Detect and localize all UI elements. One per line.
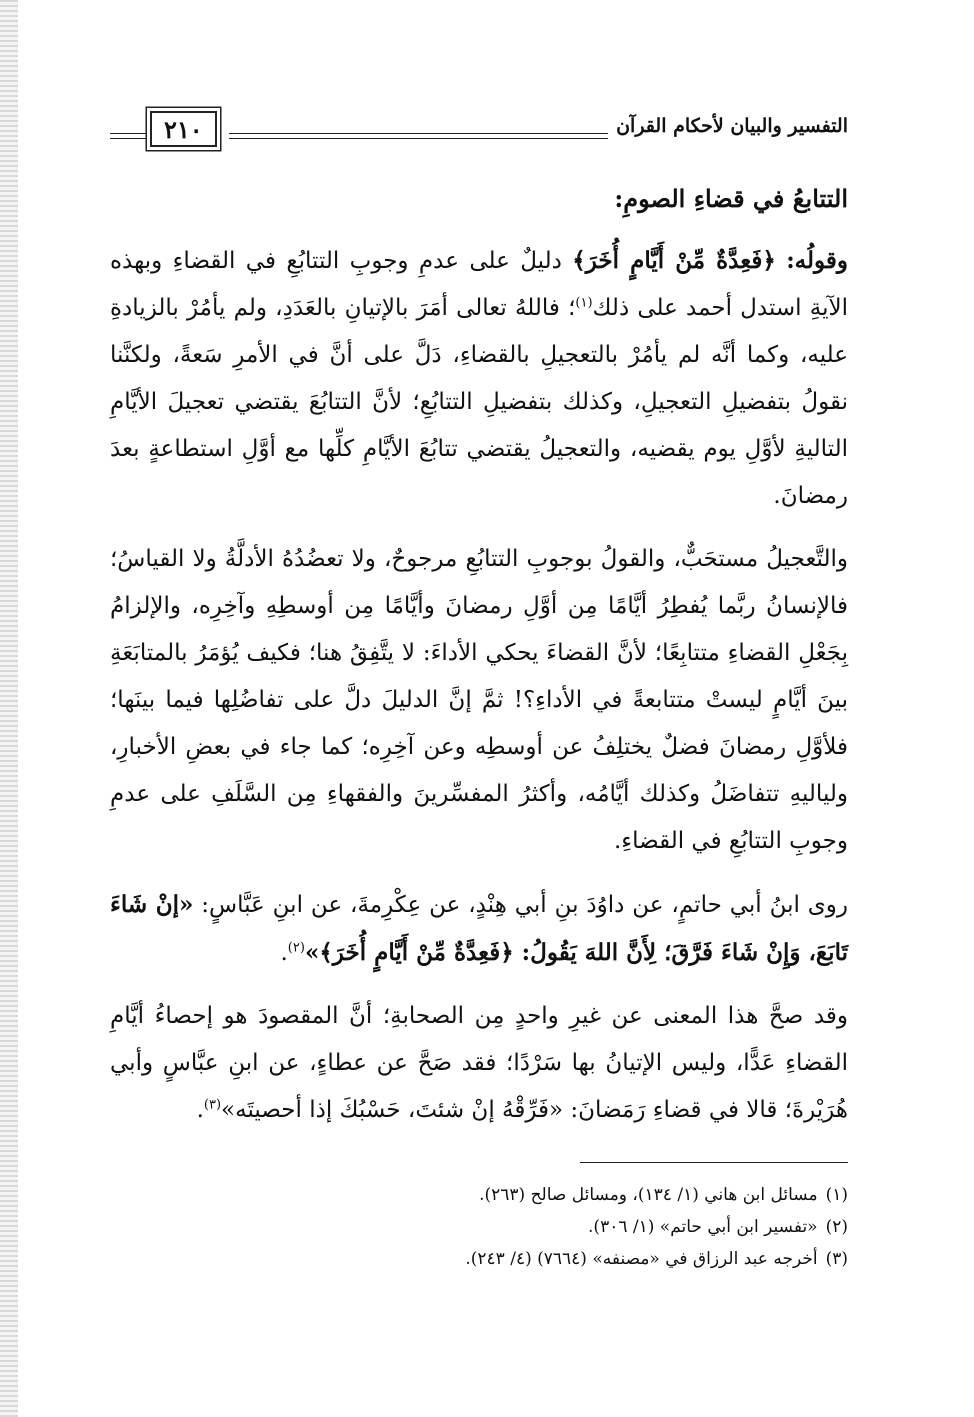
paragraph-text: وقد صحَّ هذا المعنى عن غيرِ واحدٍ مِن الصحابةِ؛ أنَّ المقصودَ هو إحصاءُ أيَّامِ القضاءِ عَدًّا، وليس الإتيانُ بها سَرْدًا؛ فقد صَحَّ عن عطاءٍ، عن ابنِ عبَّاسٍ وأبي هُرَيْرةَ؛ قالا في قضاءِ رَمَضانَ: «فَرِّقْهُ إنْ شئتَ، حَسْبُكَ إذا أحصيتَه» (110, 1003, 848, 1123)
paragraph-text: دليلٌ على عدمِ وجوبِ التتابُعِ في القضاءِ وبهذه الآيةِ استدل أحمد على ذلك (110, 248, 848, 321)
paragraph-text: والتَّعجيلُ مستحَبٌّ، والقولُ بوجوبِ التتابُعِ مرجوحٌ، ولا تعضُدُهُ الأدلَّةُ ولا القياسُ؛ فالإنسانُ ربَّما يُفطِرُ أيَّامًا مِن أوَّلِ رمضانَ وأيَّامًا مِن أوسطِهِ وآخِرِه، والإلزامُ بِجَعْلِ القضاءِ متتابِعًا؛ لأنَّ القضاءَ يحكي الأداءَ: لا يتَّفِقُ هنا؛ فكيف يُؤمَرُ بالمتابَعَةِ بينَ أيَّامٍ ليستْ متتابعةً في الأداءِ؟! ثمَّ إنَّ الدليلَ دلَّ على تفاضُلِها فيما بينَها؛ فلأوَّلِ رمضانَ فضلٌ يختلِفُ عن أوسطِه وعن آخِرِه؛ كما جاء في بعضِ الأخبارِ، ولياليهِ تتفاضَلُ وكذلك أيَّامُه، وأكثرُ المفسِّرينَ والفقهاءِ مِن السَّلَفِ على عدمِ وجوبِ التتابُعِ في القضاءِ. (110, 546, 848, 854)
paragraph-2 (110, 536, 848, 865)
page-number: ٢١٠ (150, 111, 217, 147)
footnote-number: (٣) (825, 1249, 848, 1269)
scan-edge (0, 0, 18, 1417)
header-rule (229, 133, 608, 139)
footnote-3 (110, 1243, 848, 1275)
footnote-ref-3[interactable]: (٣) (203, 1097, 222, 1113)
paragraph-text: . (196, 1097, 204, 1123)
footnote-1 (110, 1179, 848, 1211)
quran-verse: ﴿فَعِدَّةٌ مِّنْ أَيَّامٍ أُخَرَ﴾ (572, 247, 776, 274)
section-heading: التتابعُ في قضاءِ الصومِ: (614, 184, 848, 213)
book-page (110, 96, 848, 1275)
header-rule-short (110, 133, 146, 139)
page-header (110, 96, 848, 156)
paragraph-text: روى ابنُ أبي حاتمٍ، عن داوُدَ بنِ أبي هِنْدٍ، عن عِكْرِمةَ، عن ابنِ عَبَّاسٍ: (193, 892, 848, 918)
footnote-ref-2[interactable]: (٢) (287, 940, 305, 956)
footnote-2 (110, 1211, 848, 1243)
paragraph-lead: وقولُه: (786, 247, 848, 274)
running-title: التفسير والبيان لأحكام القرآن (616, 115, 848, 137)
footnote-text: أخرجه عبد الرزاق في «مصنفه» (٧٦٦٤) (٤/ ٢٤٣). (465, 1249, 818, 1269)
page-body (110, 184, 848, 1134)
footnote-separator (580, 1162, 848, 1163)
footnotes (110, 1179, 848, 1275)
paragraph-4 (110, 993, 848, 1134)
paragraph-text: . (280, 940, 288, 966)
footnote-text: مسائل ابن هاني (١/ ١٣٤)، ومسائل صالح (٢٦٣). (479, 1185, 818, 1205)
hadith-quote: «إنْ شَاءَ تَابَعَ، وَإِنْ شَاءَ فَرَّقَ؛ لِأَنَّ اللهَ يَقُولُ: ﴿فَعِدَّةٌ مِّنْ أَيَّامٍ أُخَرَ﴾» (110, 891, 848, 966)
footnote-ref-1[interactable]: (١) (575, 295, 593, 311)
footnote-text: «تفسير ابن أبي حاتم» (١/ ٣٠٦). (588, 1217, 818, 1237)
paragraph-1 (110, 237, 848, 520)
footnote-number: (٢) (825, 1217, 848, 1237)
paragraph-text: ؛ فاللهُ تعالى أمَرَ بالإتيانِ بالعَدَدِ، ولم يأمُرْ بالزيادةِ عليه، وكما أنَّه لم يأمُرْ بالتعجيلِ بالقضاءِ، دَلَّ على أنَّ في الأمرِ سَعةً، ولكنَّنا نقولُ بتفضيلِ التعجيلِ، وكذلك بتفضيلِ التتابُعِ؛ لأنَّ التتابُعَ يقتضي تعجيلَ الأيَّامِ التاليةِ لأوَّلِ يوم يقضيه، والتعجيلُ يقتضي تتابُعَ الأيَّامِ كلِّها مع أوَّلِ استطاعةٍ بعدَ رمضانَ. (110, 295, 848, 509)
footnote-number: (١) (825, 1185, 848, 1205)
paragraph-3 (110, 881, 848, 977)
